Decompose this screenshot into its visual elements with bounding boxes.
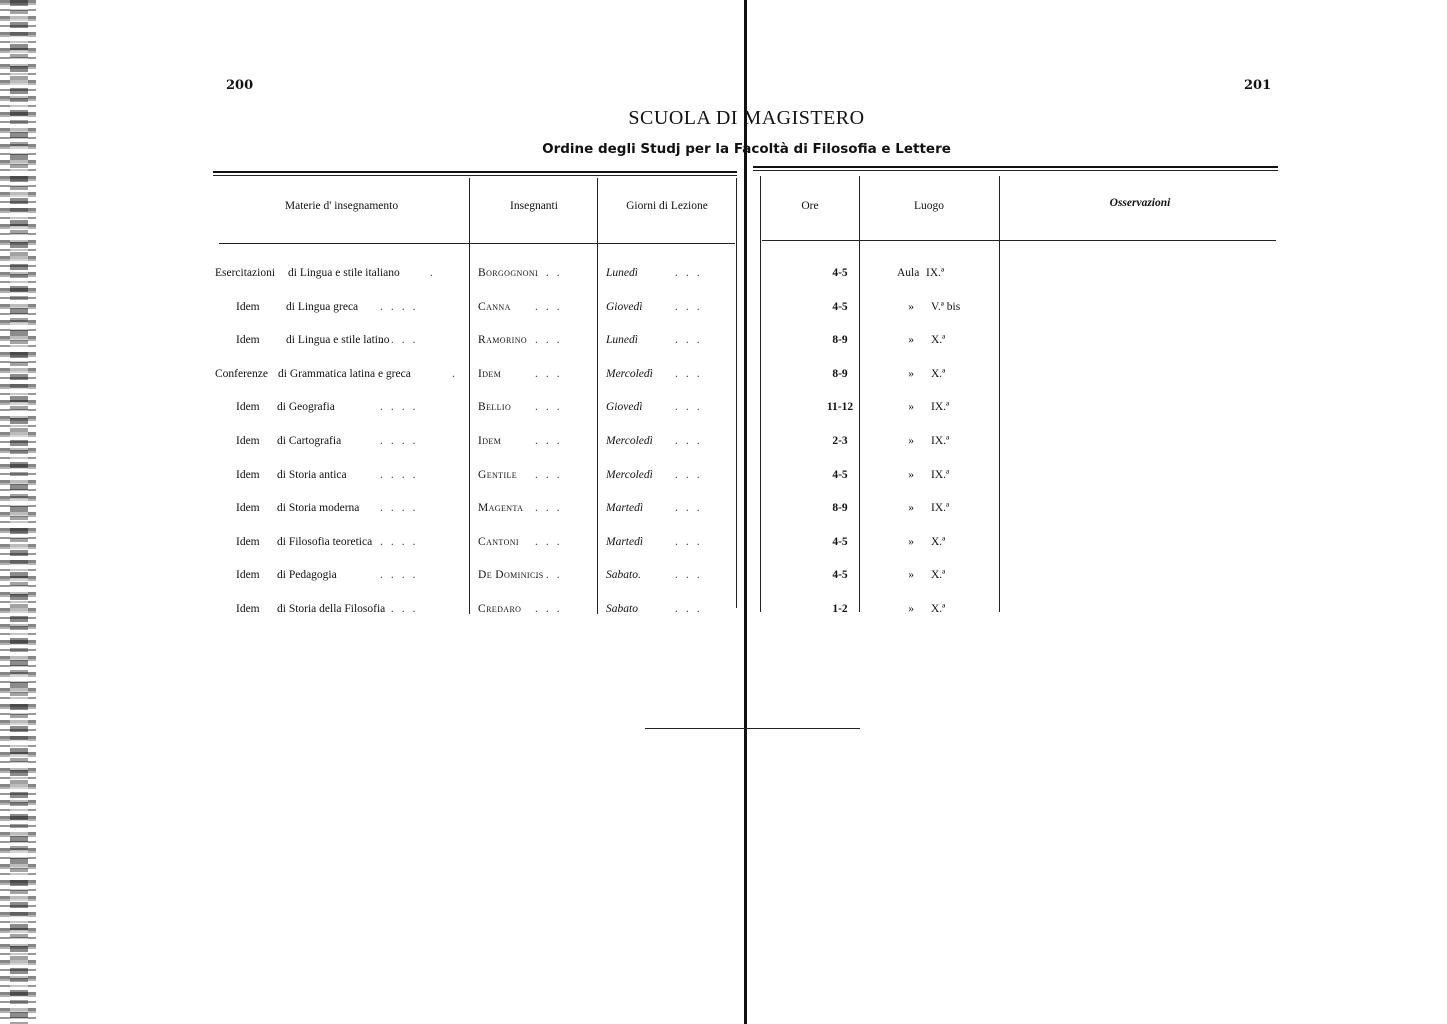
row-leader-dots: .... — [380, 603, 424, 615]
column-divider — [469, 178, 470, 614]
table-top-rule-left-thin — [213, 175, 737, 176]
row-day: Mercoledì — [606, 469, 653, 481]
row-prefix: Esercitazioni — [215, 267, 276, 279]
row-leader-dots: ... — [535, 569, 568, 581]
row-teacher: Idem — [478, 435, 502, 447]
column-divider — [736, 178, 737, 608]
row-prefix: Idem — [236, 569, 260, 581]
header-insegnanti: Insegnanti — [510, 200, 558, 212]
table-top-rule-right — [753, 166, 1278, 168]
row-hours: 2-3 — [832, 435, 848, 447]
row-leader-dots: ... — [535, 536, 568, 548]
row-leader-dots: ... — [675, 435, 708, 447]
row-prefix: Idem — [236, 334, 260, 346]
column-divider — [760, 176, 761, 612]
row-ditto-mark: » — [908, 536, 914, 548]
row-teacher: Canna — [478, 301, 511, 313]
row-subject: di Lingua e stile italiano — [288, 267, 400, 279]
row-day: Giovedì — [606, 401, 643, 413]
row-teacher: Credaro — [478, 603, 522, 615]
row-prefix: Idem — [236, 603, 260, 615]
row-leader-dots: ... — [535, 502, 568, 514]
row-teacher: Borgognoni — [478, 267, 539, 279]
row-leader-dots: ... — [535, 603, 568, 615]
row-ditto-mark: » — [908, 368, 914, 380]
row-room: X.ª — [931, 368, 946, 380]
row-leader-dots: .... — [380, 435, 424, 447]
row-ditto-mark: » — [908, 469, 914, 481]
page-subtitle: Ordine degli Studj per la Facoltà di Filosofia e Lettere — [542, 141, 951, 157]
header-giorni: Giorni di Lezione — [626, 200, 708, 212]
row-hours: 4-5 — [832, 301, 848, 313]
header-ore: Ore — [801, 200, 819, 212]
row-ditto-mark: » — [908, 401, 914, 413]
scan-edge-noise-dark — [10, 0, 28, 1024]
row-day: Martedì — [606, 502, 644, 514]
row-hours: 4-5 — [832, 536, 848, 548]
row-hours: 8-9 — [832, 334, 848, 346]
header-luogo: Luogo — [913, 200, 945, 212]
row-subject: di Cartografia — [277, 435, 342, 447]
row-subject: di Lingua greca — [286, 301, 359, 313]
table-top-rule-left — [213, 171, 737, 173]
row-day: Lunedì — [606, 267, 638, 279]
row-prefix: Idem — [236, 502, 260, 514]
row-place-label: Aula — [897, 267, 920, 279]
row-hours: 8-9 — [832, 368, 848, 380]
row-prefix: Conferenze — [215, 368, 268, 380]
row-room: IX.ª — [926, 267, 945, 279]
row-leader-dots: . — [452, 368, 463, 380]
row-subject: di Geografia — [277, 401, 335, 413]
row-room: X.ª — [931, 334, 946, 346]
row-leader-dots: ... — [535, 401, 568, 413]
row-leader-dots: .... — [380, 301, 424, 313]
row-leader-dots: ... — [675, 469, 708, 481]
page-number-left: 200 — [226, 78, 254, 93]
row-room: X.ª — [931, 536, 946, 548]
row-leader-dots: ... — [675, 368, 708, 380]
row-hours: 8-9 — [832, 502, 848, 514]
row-hours: 4-5 — [832, 569, 848, 581]
column-divider — [597, 178, 598, 614]
row-leader-dots: ... — [675, 267, 708, 279]
row-subject: di Lingua e stile latino — [286, 334, 390, 346]
row-leader-dots: ... — [675, 334, 708, 346]
row-leader-dots: ... — [535, 267, 568, 279]
row-day: Mercoledì — [606, 435, 653, 447]
row-hours: 1-2 — [832, 603, 848, 615]
row-hours: 4-5 — [832, 469, 848, 481]
row-prefix: Idem — [236, 401, 260, 413]
row-teacher: Gentile — [478, 469, 518, 481]
row-day: Sabato. — [606, 569, 641, 581]
row-hours: 4-5 — [832, 267, 848, 279]
row-room: V.ª bis — [931, 301, 961, 313]
row-room: X.ª — [931, 603, 946, 615]
row-room: IX.ª — [931, 469, 950, 481]
row-teacher: De Dominicis — [478, 569, 544, 581]
row-teacher: Bellio — [478, 401, 512, 413]
row-leader-dots: .... — [380, 401, 424, 413]
page-number-right: 201 — [1244, 78, 1272, 93]
row-room: X.ª — [931, 569, 946, 581]
header-bottom-rule-right — [762, 240, 1276, 241]
row-leader-dots: ... — [535, 435, 568, 447]
row-leader-dots: .... — [380, 569, 424, 581]
row-room: IX.ª — [931, 502, 950, 514]
row-leader-dots: ... — [535, 301, 568, 313]
row-ditto-mark: » — [908, 569, 914, 581]
row-teacher: Ramorino — [478, 334, 528, 346]
row-hours: 11-12 — [826, 401, 854, 413]
row-ditto-mark: » — [908, 435, 914, 447]
header-osservazioni: Osservazioni — [1109, 197, 1171, 209]
row-leader-dots: ... — [675, 569, 708, 581]
row-leader-dots: .... — [380, 502, 424, 514]
row-subject: di Filosofia teoretica — [277, 536, 373, 548]
header-bottom-rule-left — [219, 243, 735, 244]
header-materie: Materie d' insegnamento — [284, 200, 399, 212]
row-prefix: Idem — [236, 435, 260, 447]
row-subject: di Storia antica — [277, 469, 347, 481]
row-prefix: Idem — [236, 301, 260, 313]
row-prefix: Idem — [236, 536, 260, 548]
row-leader-dots: .... — [380, 334, 424, 346]
row-ditto-mark: » — [908, 603, 914, 615]
row-teacher: Cantoni — [478, 536, 519, 548]
row-leader-dots: ... — [535, 469, 568, 481]
row-leader-dots: ... — [675, 536, 708, 548]
row-leader-dots: ... — [675, 603, 708, 615]
table-top-rule-right-thin — [753, 170, 1278, 171]
row-day: Mercoledì — [606, 368, 653, 380]
row-leader-dots: ... — [675, 301, 708, 313]
row-teacher: Magenta — [478, 502, 524, 514]
row-day: Giovedì — [606, 301, 643, 313]
row-day: Martedì — [606, 536, 644, 548]
row-teacher: Idem — [478, 368, 502, 380]
row-subject: di Storia moderna — [277, 502, 360, 514]
page-title: SCUOLA DI MAGISTERO — [628, 107, 865, 129]
row-ditto-mark: » — [908, 502, 914, 514]
row-leader-dots: ... — [535, 368, 568, 380]
column-divider — [999, 176, 1000, 612]
row-subject: di Grammatica latina e greca — [278, 368, 411, 380]
row-leader-dots: ... — [535, 334, 568, 346]
row-leader-dots: ... — [675, 502, 708, 514]
row-leader-dots: . — [430, 267, 441, 279]
row-ditto-mark: » — [908, 301, 914, 313]
row-day: Lunedì — [606, 334, 638, 346]
row-day: Sabato — [606, 603, 638, 615]
bottom-rule — [645, 728, 860, 729]
row-ditto-mark: » — [908, 334, 914, 346]
row-room: IX.ª — [931, 435, 950, 447]
row-subject: di Pedagogia — [277, 569, 337, 581]
row-prefix: Idem — [236, 469, 260, 481]
row-leader-dots: ... — [675, 401, 708, 413]
row-leader-dots: .... — [380, 469, 424, 481]
row-room: IX.ª — [931, 401, 950, 413]
row-subject: di Storia della Filosofia — [277, 603, 386, 615]
row-leader-dots: .... — [380, 536, 424, 548]
